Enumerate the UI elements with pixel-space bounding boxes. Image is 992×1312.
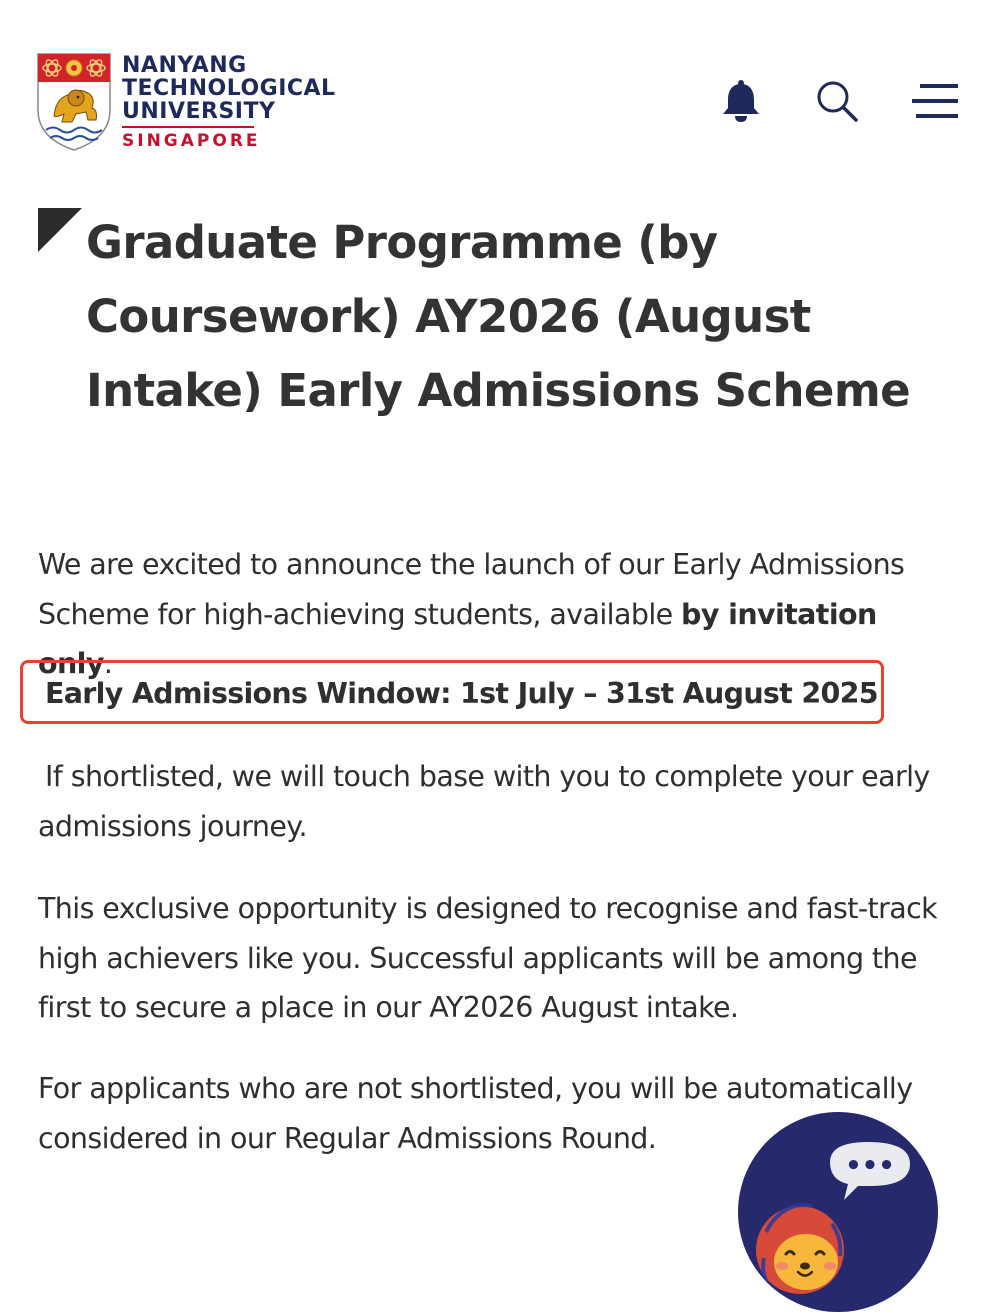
ntu-wordmark [122,54,336,150]
notifications-button[interactable] [716,76,766,126]
ntu-crest-icon [36,52,112,152]
admissions-window-text: Early Admissions Window: 1st July – 31st August 2025 [45,677,878,710]
regular-round-paragraph: For applicants who are not shortlisted, you will be automatically considered in our Regular Admissions Round. [38,1072,913,1155]
site-header [0,0,992,170]
intro-period: . [103,647,113,680]
chat-typing-dots: ••• [845,1151,895,1181]
menu-icon [910,81,960,121]
ntu-logo[interactable] [36,52,336,152]
logo-divider [122,126,254,128]
menu-button[interactable] [910,76,960,126]
intro-text: We are excited to announce the launch of our Early Admissions Scheme for high-achieving students, available [38,548,905,631]
bell-icon [721,79,761,123]
invitation-only-text: by invitation only [38,597,877,680]
shortlist-paragraph: If shortlisted, we will touch base with you to complete your early admissions journey. [38,760,930,843]
lion-mascot-chat-icon [738,1112,938,1312]
logo-line-2: TECHNOLOGICAL [122,76,336,101]
opportunity-paragraph: This exclusive opportunity is designed to recognise and fast-track high achievers like you. Successful applicants will be among the first to secure a place in our AY2026 August intake. [38,892,938,1024]
logo-line-3: UNIVERSITY [122,99,276,124]
title-corner-mark [38,208,82,252]
search-button[interactable] [812,76,862,126]
logo-line-1: NANYANG [122,53,247,78]
page-title: Graduate Programme (by Coursework) AY2026 (August Intake) Early Admissions Scheme [86,216,911,417]
search-icon [815,79,859,123]
logo-line-4: SINGAPORE [122,131,261,151]
chat-assistant-button[interactable] [738,1112,938,1312]
